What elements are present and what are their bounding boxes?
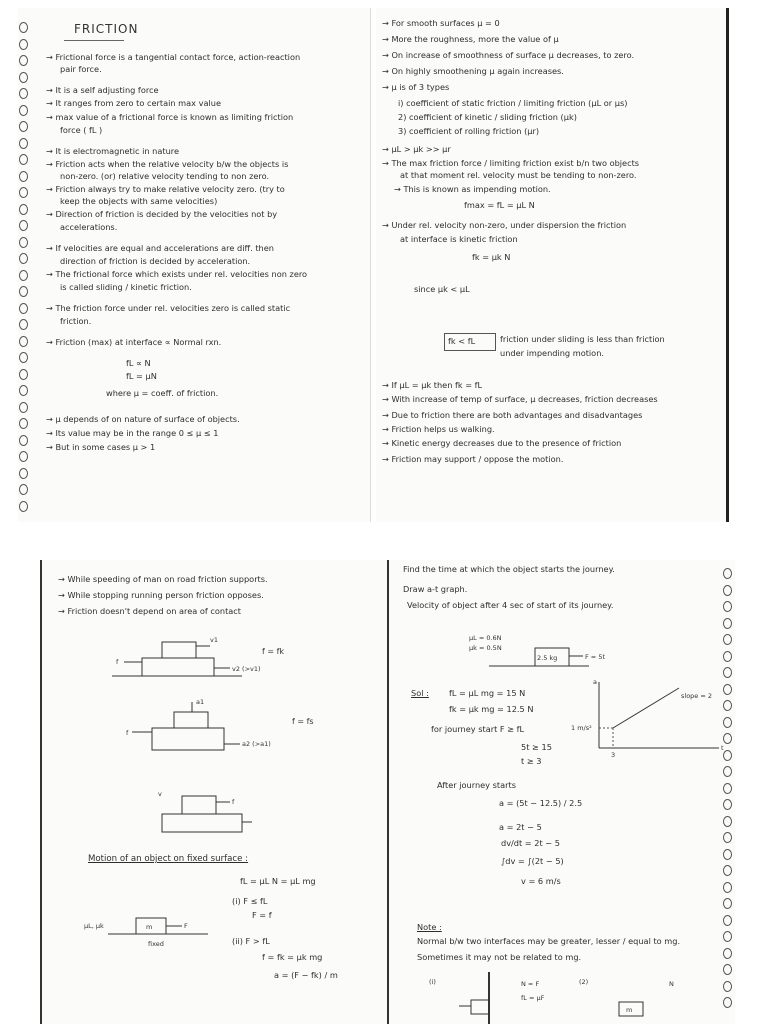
graph-slope-label: slope = 2 — [681, 692, 713, 700]
note-line: f = fk = μk mg — [262, 952, 323, 962]
note-line: v = 6 m/s — [521, 876, 561, 886]
note-line: → Friction always try to make relative velocity zero. (try to — [46, 184, 285, 194]
note-line: → Friction acts when the relative velocity b/w the objects is — [46, 159, 289, 169]
block-F-label: F — [184, 922, 188, 930]
note-line: Velocity of object after 4 sec of start of its journey. — [407, 600, 614, 610]
note-line: → μL > μk >> μr — [382, 144, 451, 154]
note-line: fL = μL mg = 15 N — [449, 688, 526, 698]
a-t-graph — [571, 678, 729, 759]
fig-v1-label: v1 — [210, 636, 218, 644]
note-line: direction of friction is decided by acceleration. — [60, 256, 251, 266]
note-line: → Direction of friction is decided by the velocities not by — [46, 209, 278, 219]
note-line: for journey start F ≥ fL — [431, 724, 525, 734]
problem-diagram — [469, 632, 619, 672]
note-line: → If velocities are equal and accelerations are diff. then — [46, 243, 274, 253]
fig-f-fk-label: f = fk — [262, 647, 285, 656]
note-line: at that moment rel. velocity must be tending to non-zero. — [400, 170, 637, 180]
note-line: where μ = coeff. of friction. — [106, 388, 219, 398]
note-line: F = f — [252, 910, 272, 920]
note-diagrams — [429, 972, 709, 1024]
note-line: → Under rel. velocity non-zero, under dispersion the friction — [382, 220, 627, 230]
note-line: dv/dt = 2t − 5 — [501, 838, 560, 848]
note-line: → Its value may be in the range 0 ≤ μ ≤ 1 — [46, 428, 219, 438]
note-fig-NF: N = F — [521, 980, 540, 988]
note-line: a = 2t − 5 — [499, 822, 542, 832]
note-line: non-zero. (or) relative velocity tending to non zero. — [60, 171, 270, 181]
note-line: i) coefficient of static friction / limiting friction (μL or μs) — [398, 98, 628, 108]
note-line: 2) coefficient of kinetic / sliding friction (μk) — [398, 112, 577, 122]
note-line: accelerations. — [60, 222, 118, 232]
note-line: → The friction force under rel. velocities zero is called static — [46, 303, 291, 313]
note-line: → If μL = μk then fk = fL — [382, 380, 483, 390]
fig-f-fs-label: f = fs — [292, 717, 314, 726]
given-muk: μk = 0.5N — [469, 644, 502, 652]
note-line: t ≥ 3 — [521, 756, 542, 766]
note-line: since μk < μL — [414, 284, 470, 294]
motion-heading: Motion of an object on fixed surface : — [88, 854, 249, 864]
note-line: a = (5t − 12.5) / 2.5 — [499, 798, 583, 808]
note-line: fL = μN — [126, 371, 157, 381]
note-line: → The max friction force / limiting friction exist b/n two objects — [382, 158, 640, 168]
fig-f-label-2: f — [126, 729, 129, 737]
given-muL: μL = 0.6N — [469, 634, 502, 642]
note-line: 3) coefficient of rolling friction (μr) — [398, 126, 540, 136]
note-line: → For smooth surfaces μ = 0 — [382, 18, 500, 28]
note-line: ∫dv = ∫(2t − 5) — [501, 856, 564, 866]
note-line: (i) F ≤ fL — [232, 896, 268, 906]
note-line: friction. — [60, 316, 92, 326]
note-line: → It is a self adjusting force — [46, 85, 159, 95]
note-fig-2: (2) — [579, 978, 589, 986]
note-line: → Friction may support / oppose the motion. — [382, 454, 564, 464]
note-line: a = (F − fk) / m — [274, 970, 338, 980]
note-line: Normal b/w two interfaces may be greater, lesser / equal to mg. — [417, 936, 681, 946]
notebook-page-bottom-right — [387, 560, 735, 1024]
boxed-result — [444, 333, 496, 351]
note-line: fmax = fL = μL N — [464, 200, 535, 210]
note-line: → The frictional force which exists under rel. velocities non zero — [46, 269, 308, 279]
fig-v-label: v — [158, 790, 162, 798]
note-label: Note : — [417, 922, 442, 932]
note-line: fk = μk mg = 12.5 N — [449, 704, 534, 714]
note-line: → It ranges from zero to certain max value — [46, 98, 221, 108]
note-line: is called sliding / kinetic friction. — [60, 282, 192, 292]
note-line: After journey starts — [437, 780, 516, 790]
graph-unit-label: 1 m/s² — [571, 724, 592, 732]
note-line: → On increase of smoothness of surface μ decreases, to zero. — [382, 50, 635, 60]
fig-f-label-3: f — [232, 798, 235, 806]
note-fig-fL: fL = μF — [521, 994, 545, 1002]
fig-a1-label: a1 — [196, 698, 205, 706]
fig-a2-label: a2 (>a1) — [242, 740, 271, 748]
note-line: → More the roughness, more the value of μ — [382, 34, 559, 44]
note-line: Draw a-t graph. — [403, 584, 468, 594]
note-line: → On highly smoothening μ again increases. — [382, 66, 564, 76]
note-line: pair force. — [60, 64, 102, 74]
note-line: friction under sliding is less than friction — [500, 334, 665, 344]
block-fixed-label: fixed — [148, 940, 164, 948]
note-line: → While speeding of man on road friction supports. — [58, 574, 268, 584]
block-mu-label: μL, μk — [84, 922, 104, 930]
note-line: → While stopping running person friction opposes. — [58, 590, 264, 600]
note-line: → Friction (max) at interface ∝ Normal rxn. — [46, 337, 222, 347]
note-line: Sometimes it may not be related to mg. — [417, 952, 582, 962]
graph-y-label: a — [593, 678, 597, 686]
note-line: → Frictional force is a tangential contact force, action-reaction — [46, 52, 301, 62]
graph-x-label: t — [721, 744, 724, 752]
note-fig-i: (i) — [429, 978, 436, 986]
solution-label: Sol : — [411, 688, 429, 698]
note-line: → μ depends of on nature of surface of objects. — [46, 414, 240, 424]
notebook-page-top-left — [18, 8, 371, 522]
note-line: at interface is kinetic friction — [400, 234, 518, 244]
given-force: F = 5t — [585, 653, 606, 661]
note-line: keep the objects with same velocities) — [60, 196, 218, 206]
notebook-page-top-right — [376, 8, 729, 522]
note-line: under impending motion. — [500, 348, 604, 358]
given-mass: 2.5 kg — [537, 654, 558, 662]
notes-text — [18, 8, 370, 522]
notes-text — [389, 560, 735, 1024]
notebook-page-bottom-left — [40, 560, 387, 1024]
note-line: → Friction helps us walking. — [382, 424, 495, 434]
fig-f-label: f — [116, 658, 119, 666]
fig-v2-label: v2 (>v1) — [232, 665, 261, 673]
note-line: → Kinetic energy decreases due to the presence of friction — [382, 438, 622, 448]
note-line: → It is electromagnetic in nature — [46, 146, 179, 156]
note-fig-N: N — [669, 980, 674, 988]
note-line: → μ is of 3 types — [382, 82, 450, 92]
block-m-label: m — [146, 923, 153, 931]
note-line: → This is known as impending motion. — [394, 184, 551, 194]
graph-t3-label: 3 — [611, 751, 616, 759]
note-line: Find the time at which the object starts the journey. — [403, 564, 615, 574]
note-line: fk < fL — [448, 336, 476, 346]
note-line: force ( fL ) — [60, 125, 103, 135]
note-line: 5t ≥ 15 — [521, 742, 552, 752]
block-on-fixed-surface-diagram — [78, 906, 218, 956]
page-title: FRICTION — [74, 22, 139, 36]
note-line: → But in some cases μ > 1 — [46, 442, 156, 452]
note-line: → Friction doesn't depend on area of contact — [58, 606, 242, 616]
note-line: (ii) F > fL — [232, 936, 270, 946]
note-line: fk = μk N — [472, 252, 511, 262]
note-line: → Due to friction there are both advantages and disadvantages — [382, 410, 643, 420]
note-line: fL = μL N = μL mg — [240, 876, 316, 886]
note-line: → max value of a frictional force is known as limiting friction — [46, 112, 294, 122]
notes-text — [376, 8, 726, 522]
note-fig-m: m — [626, 1006, 633, 1014]
note-line: fL ∝ N — [126, 358, 151, 368]
note-line: → With increase of temp of surface, μ decreases, friction decreases — [382, 394, 658, 404]
